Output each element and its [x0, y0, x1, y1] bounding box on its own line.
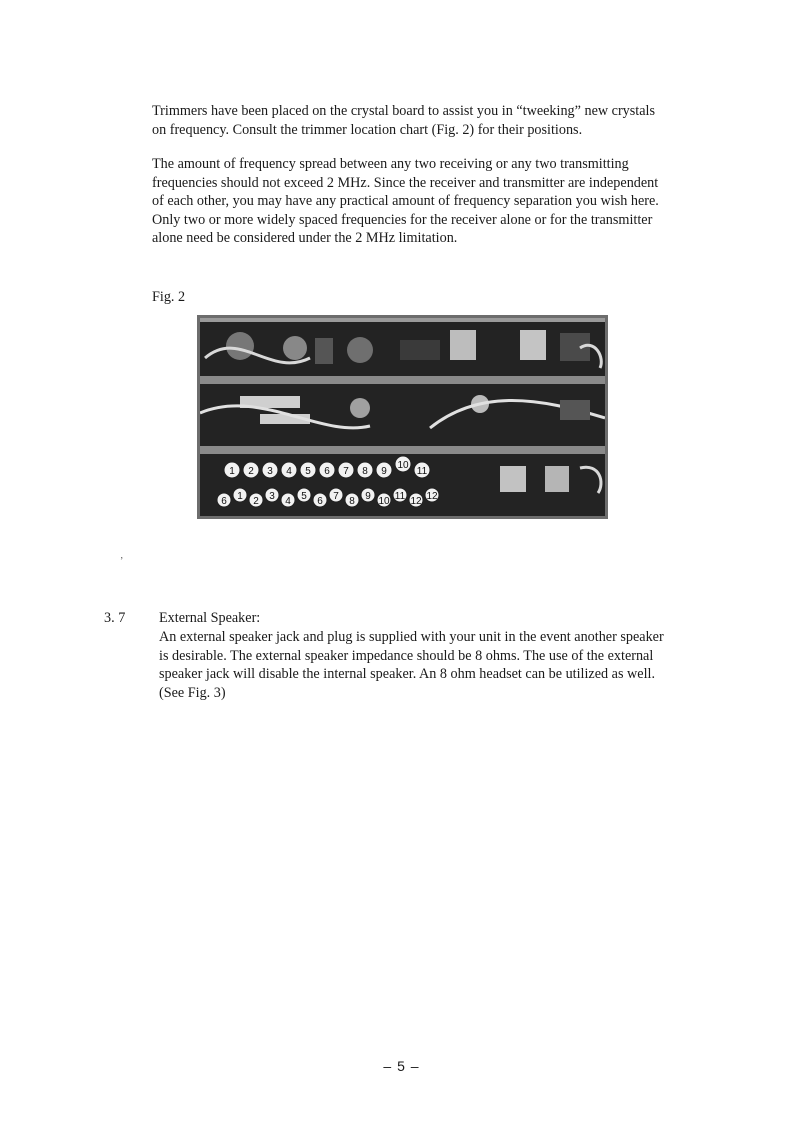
- figure-label: Fig. 2: [152, 289, 186, 305]
- trimmer-number: 10: [397, 460, 409, 471]
- trimmer-marker: [414, 462, 430, 478]
- trimmer-number: 11: [416, 466, 428, 477]
- text-line: (See Fig. 3): [159, 684, 226, 701]
- trimmer-number: 6: [324, 466, 330, 477]
- trimmer-number: 7: [343, 466, 349, 477]
- trimmer-marker: [393, 488, 407, 502]
- text-line: An external speaker jack and plug is supplied with your unit in the event another speaker: [159, 629, 664, 645]
- text-line: of each other, you may have any practical amount of frequency separation you wish here.: [152, 193, 659, 210]
- trimmer-marker: [217, 493, 231, 507]
- trimmer-number: 2: [253, 496, 259, 507]
- section-title: External Speaker:: [159, 610, 261, 626]
- trimmer-marker: [262, 462, 278, 478]
- trimmer-marker: [300, 462, 316, 478]
- text-line: frequencies should not exceed 2 MHz. Since the receiver and transmitter are independent: [152, 174, 659, 191]
- trimmer-number: 3: [267, 466, 273, 477]
- trimmers-paragraph: [152, 102, 702, 139]
- trimmer-number: 9: [365, 491, 371, 502]
- trimmer-marker: [409, 493, 423, 507]
- trimmer-number: 11: [394, 491, 406, 502]
- trimmer-number: 6: [221, 496, 227, 507]
- trimmer-number: 12: [426, 491, 438, 502]
- trimmer-marker: [361, 488, 375, 502]
- section-number: 3. 7: [104, 610, 126, 626]
- trimmer-number: 9: [381, 466, 387, 477]
- text-line: The amount of frequency spread between any two receiving or any two transmitting: [152, 156, 629, 172]
- trimmer-marker: [395, 456, 411, 472]
- trimmer-marker: [376, 462, 392, 478]
- trimmer-marker: [243, 462, 259, 478]
- trimmer-number: 1: [229, 466, 235, 477]
- trimmer-marker: [345, 493, 359, 507]
- text-line: is desirable. The external speaker impedance should be 8 ohms. The use of the external: [159, 647, 654, 664]
- trimmer-marker: [357, 462, 373, 478]
- trimmer-marker: [297, 488, 311, 502]
- trimmer-number: 2: [248, 466, 254, 477]
- frequency-spread-paragraph: [152, 155, 702, 248]
- trimmer-number: 5: [301, 491, 307, 502]
- trimmer-number: 3: [269, 491, 275, 502]
- trimmer-marker: [249, 493, 263, 507]
- board-illustration: [200, 318, 605, 516]
- trimmer-marker: [265, 488, 279, 502]
- trimmer-marker: [338, 462, 354, 478]
- trimmer-number: 5: [305, 466, 311, 477]
- trimmer-number: 8: [349, 496, 355, 507]
- text-line: speaker jack will disable the internal speaker. An 8 ohm headset can be utilized as well.: [159, 666, 655, 683]
- text-line: alone need be considered under the 2 MHz limitation.: [152, 230, 458, 247]
- trimmer-number: 10: [378, 496, 390, 507]
- trimmer-number: 4: [286, 466, 292, 477]
- trimmer-marker: [233, 488, 247, 502]
- trimmer-number: 4: [285, 496, 291, 507]
- stray-mark: ’: [120, 556, 124, 567]
- trimmer-marker: [313, 493, 327, 507]
- text-line: Only two or more widely spaced frequencies for the receiver alone or for the transmitter: [152, 211, 653, 228]
- trimmer-marker: [281, 493, 295, 507]
- text-line: Trimmers have been placed on the crystal board to assist you in “tweeking” new crystals: [152, 103, 655, 119]
- trimmer-marker: [281, 462, 297, 478]
- trimmer-marker: [377, 493, 391, 507]
- trimmer-marker: [319, 462, 335, 478]
- trimmer-marker: [329, 488, 343, 502]
- trimmer-number: 7: [333, 491, 339, 502]
- trimmer-marker: [224, 462, 240, 478]
- crystal-board-photo: [197, 315, 608, 519]
- trimmer-marker: [425, 488, 439, 502]
- trimmer-number: 8: [362, 466, 368, 477]
- external-speaker-paragraph: [159, 628, 709, 702]
- trimmer-number: 6: [317, 496, 323, 507]
- page-number: – 5 –: [383, 1058, 420, 1074]
- text-line: on frequency. Consult the trimmer location chart (Fig. 2) for their positions.: [152, 121, 583, 138]
- trimmer-number: 1: [237, 491, 243, 502]
- trimmer-number: 12: [410, 496, 422, 507]
